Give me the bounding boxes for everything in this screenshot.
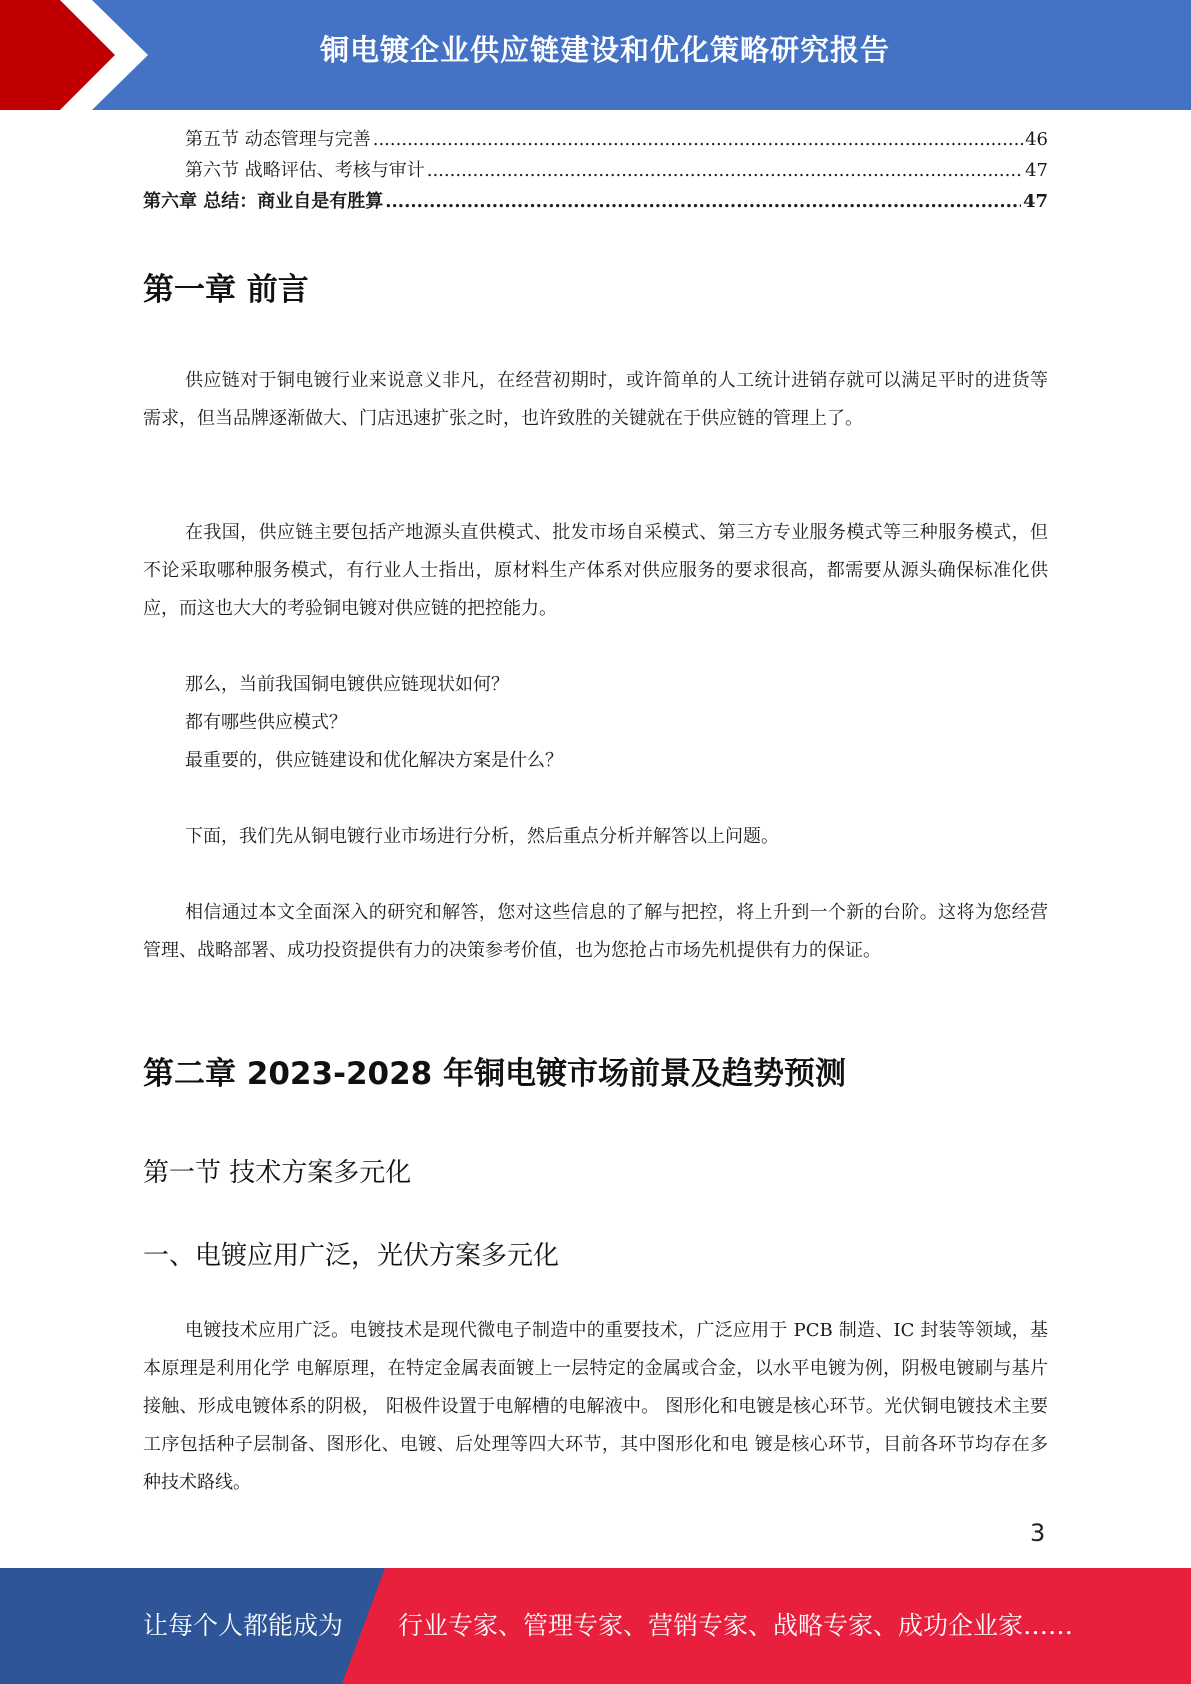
toc-entry-page: 46 (1025, 129, 1048, 150)
footer-slogan-left: 让每个人都能成为 (143, 1611, 344, 1640)
toc-leader-dots (373, 124, 1023, 155)
chapter-1-closing-paragraph: 相信通过本文全面深入的研究和解答，您对这些信息的了解与把控，将上升到一个新的台阶。这将为您经营管理、战略部署、成功投资提供有力的决策参考价值，也为您抢占市场先机提供有力的保证。 (143, 902, 1048, 961)
toc-leader-dots (427, 155, 1023, 186)
chapter-1-title: 第一章 前言 (143, 272, 309, 308)
question-line-2: 都有哪些供应模式？ (185, 712, 347, 733)
subsection-title: 一、电镀应用广泛，光伏方案多元化 (143, 1241, 560, 1271)
toc-entry[interactable] (143, 155, 1048, 186)
question-line-1: 那么，当前我国铜电镀供应链现状如何？ (185, 674, 509, 695)
chapter-1-paragraph-2: 在我国，供应链主要包括产地源头直供模式、批发市场自采模式、第三方专业服务模式等三种服务模式，但不论采取哪种服务模式，有行业人士指出，原材料生产体系对供应服务的要求很高，都需要从源头确保标准化供应，而这也大大的考验铜电镀对供应链的把控能力。 (143, 522, 1048, 619)
page-content (143, 124, 1048, 1493)
question-line-3: 最重要的，供应链建设和优化解决方案是什么？ (185, 750, 563, 771)
toc-leader-dots (385, 186, 1021, 217)
toc-entry[interactable] (143, 124, 1048, 155)
toc-entry-label: 第五节 动态管理与完善 (185, 129, 371, 150)
toc-entry-chapter[interactable] (143, 186, 1048, 217)
chapter-2-title: 第二章 2023-2028 年铜电镀市场前景及趋势预测 (143, 1056, 847, 1092)
toc-entry-page: 47 (1022, 191, 1048, 212)
chapter-2-paragraph: 电镀技术应用广泛。电镀技术是现代微电子制造中的重要技术，广泛应用于 PCB 制造、IC 封装等领域，基本原理是利用化学 电解原理，在特定金属表面镀上一层特定的金属或合金，以水平电镀为例，阴极电镀刷与基片接触、形成电镀体系的阴极， 阳极件设置于电解槽的电解液中。 图形化和电镀是核心环节。光伏铜电镀技术主要工序包括种子层制备、图形化、电镀、后处理等四大环节，其中图形化和电 镀是核心环节，目前各环节均存在多种技术路线。 (143, 1320, 1048, 1493)
chapter-1-next-paragraph: 下面，我们先从铜电镀行业市场进行分析，然后重点分析并解答以上问题。 (185, 826, 779, 847)
page-number: 3 (1030, 1519, 1046, 1547)
footer-slogan-right: 行业专家、管理专家、营销专家、战略专家、成功企业家…… (398, 1611, 1074, 1640)
toc-entry-label: 第六章 总结：商业自是有胜算 (143, 191, 384, 212)
toc-entry-page: 47 (1025, 160, 1048, 181)
page-header (0, 0, 1191, 110)
table-of-contents (143, 124, 1048, 217)
page-footer (0, 1568, 1191, 1684)
chapter-1-paragraph-1: 供应链对于铜电镀行业来说意义非凡，在经营初期时，或许简单的人工统计进销存就可以满足平时的进货等需求，但当品牌逐渐做大、门店迅速扩张之时，也许致胜的关键就在于供应链的管理上了。 (143, 370, 1048, 429)
section-title: 第一节 技术方案多元化 (143, 1158, 412, 1188)
report-title: 铜电镀企业供应链建设和优化策略研究报告 (319, 33, 890, 67)
toc-entry-label: 第六节 战略评估、考核与审计 (185, 160, 425, 181)
